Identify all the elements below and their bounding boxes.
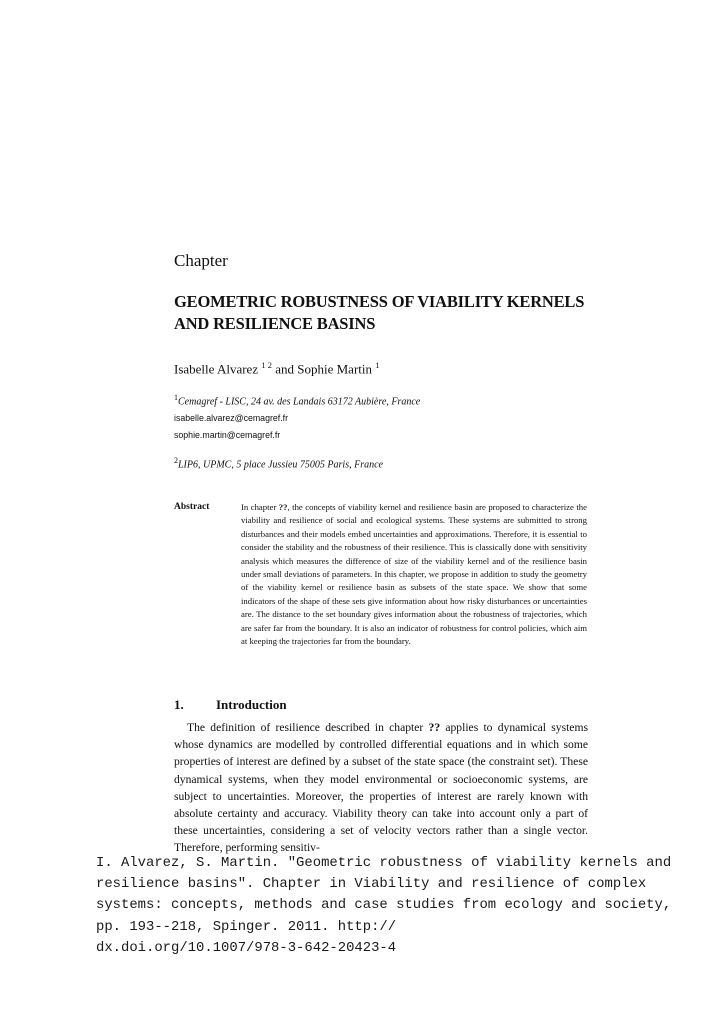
abstract-text	[241, 501, 587, 648]
chapter-title-line-1: GEOMETRIC ROBUSTNESS OF VIABILITY KERNELS	[174, 292, 585, 311]
chapter-reference: ??	[428, 721, 441, 734]
affiliation-2	[174, 456, 383, 470]
affiliation-text: LIP6, UPMC, 5 place Jussieu 75005 Paris, France	[178, 459, 383, 471]
affiliation-number: 2	[174, 456, 178, 465]
section-title: Introduction	[216, 697, 287, 712]
abstract-text-prefix: In chapter	[241, 502, 279, 512]
author-name: Isabelle Alvarez	[174, 361, 259, 377]
section-number: 1.	[174, 697, 184, 712]
author-affiliation-marker: 1 2	[261, 360, 272, 370]
chapter-reference: ??	[278, 502, 288, 512]
citation-note: I. Alvarez, S. Martin. "Geometric robustness of viability kernels and resilience basins". Chapter in Viability and resilience of complex systems: concepts, methods and case studies from ecology and society, pp. 193--218, Spinger. 2011. http:// dx.doi.org/10.1007/978-3-642-20423-4	[96, 855, 672, 956]
author-affiliation-marker: 1	[375, 360, 380, 370]
introduction-text-prefix: The definition of resilience described in chapter	[187, 721, 429, 734]
affiliation-text: Cemagref - LISC, 24 av. des Landais 63172 Aubière, France	[178, 396, 421, 408]
author-conjunction: and	[275, 361, 294, 377]
chapter-title	[174, 291, 654, 335]
abstract-label: Abstract	[174, 502, 210, 512]
author-line	[174, 360, 380, 377]
section-heading	[174, 697, 287, 713]
email-link[interactable]: isabelle.alvarez@cemagref.fr	[174, 413, 289, 423]
chapter-title-line-2: AND RESILIENCE BASINS	[174, 314, 376, 333]
introduction-text-body: applies to dynamical systems whose dynamics are modelled by controlled differential equations and in which some properties of interest are defined by a subset of the state space (the constraint set). These dynamical systems, when they model environmental or socioeconomic systems, are subject to uncertainties. Moreover, the properties of interest are rarely known with absolute certainty and accuracy. Viability theory can take into account only a part of these uncertainties, considering a set of velocity vectors rather than a single vector. Therefore, performing sensitiv-	[174, 721, 588, 855]
affiliation-number: 1	[174, 393, 178, 402]
affiliation-1	[174, 393, 420, 407]
author-name: Sophie Martin	[297, 361, 372, 377]
email-link[interactable]: sophie.martin@cemagref.fr	[174, 430, 281, 440]
introduction-text	[174, 719, 588, 857]
abstract-text-body: , the concepts of viability kernel and resilience basin are proposed to characterize the viability and resilience of social and ecological systems. These systems are submitted to strong disturbances and their models embed uncertainties and approximations. Therefore, it is essential to consider the stability and the robustness of their resilience. This is classically done with sensitivity analysis which measures the difference of size of the viability kernel and of the resilience basin under small deviations of parameters. In this chapter, we propose in addition to study the geometry of the viability kernel or resilience basin as subsets of the state space. We show that some indicators of the shape of these sets give information about how risky disturbances or uncertainties are. The distance to the set boundary gives information about the robustness of trajectories, which are safer far from the boundary. It is also an indicator of robustness for control policies, which aim at keeping the trajectories far from the boundary.	[241, 502, 587, 647]
chapter-label: Chapter	[174, 251, 228, 270]
